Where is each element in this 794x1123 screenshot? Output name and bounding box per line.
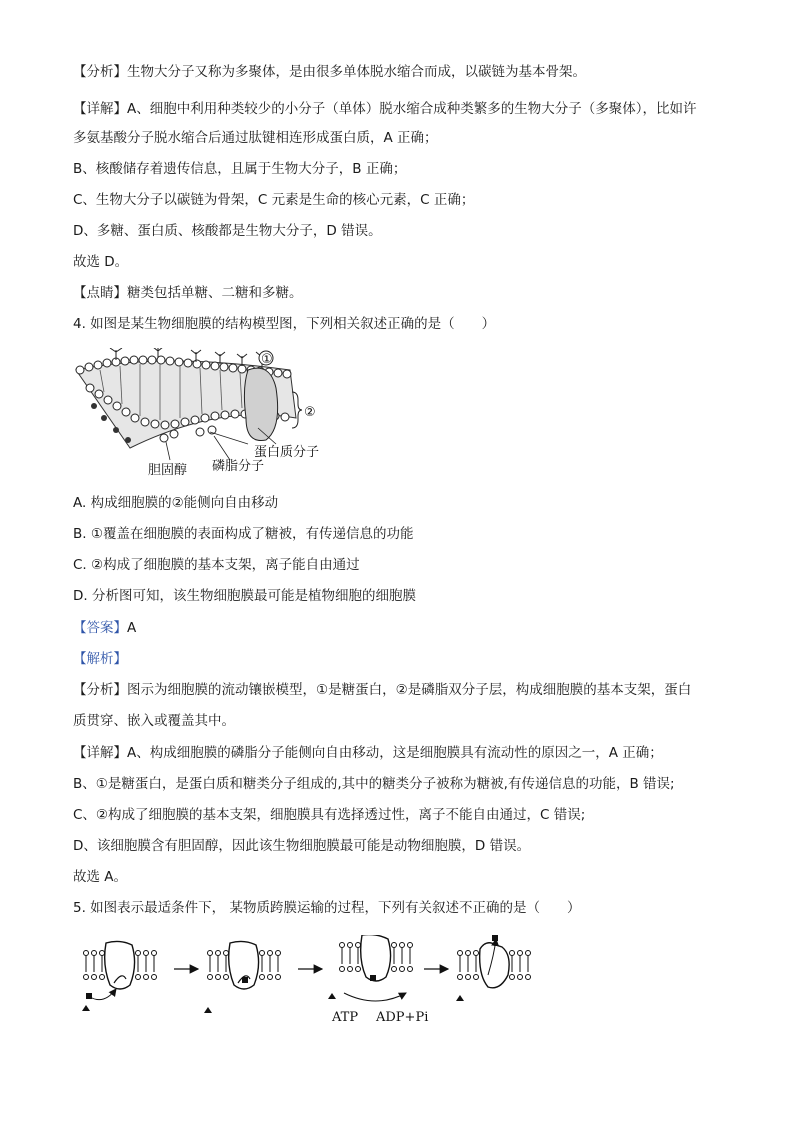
stage-4-substance <box>492 935 498 941</box>
q3-choose: 故选 D。 <box>73 254 129 270</box>
stage-1-triangle <box>82 1005 90 1011</box>
q4-detail-a: 【详解】A、构成细胞膜的磷脂分子能侧向自由移动，这是细胞膜具有流动性的原因之一，A 正确； <box>73 745 663 761</box>
stage-3 <box>340 935 413 1001</box>
stage-1 <box>84 941 157 999</box>
q3-detail-line2: 多氨基酸分子脱水缩合后通过肽键相连形成蛋白质，A 正确； <box>73 130 438 146</box>
q4-detail-b: B、①是糖蛋白，是蛋白质和糖类分子组成的,其中的糖类分子被称为糖被,有传递信息的功能，B 错误; <box>73 776 675 792</box>
q3-analysis: 【分析】生物大分子又称为多聚体，是由很多单体脱水缩合而成，以碳链为基本骨架。 <box>73 64 586 80</box>
stage-2-triangle <box>204 1007 212 1013</box>
q4-detail-c: C、②构成了细胞膜的基本支架，细胞膜具有选择透过性，离子不能自由通过，C 错误; <box>73 807 586 823</box>
mark-1-label: ① <box>261 352 273 367</box>
q4-stem: 4. 如图是某生物细胞膜的结构模型图，下列相关叙述正确的是（ ） <box>73 316 496 332</box>
q4-detail-d: D、该细胞膜含有胆固醇，因此该生物细胞膜最可能是动物细胞膜，D 错误。 <box>73 838 531 854</box>
q4-analysis-line2: 质贯穿、嵌入或覆盖其中。 <box>73 713 235 729</box>
adp-label: ADP+Pi <box>376 1010 429 1025</box>
q3-option-b-note: B、核酸储存着遗传信息，且属于生物大分子，B 正确； <box>73 161 407 177</box>
stage-1-substance <box>86 993 92 999</box>
stage-1-carrier <box>105 941 135 989</box>
q4-option-a: A. 构成细胞膜的②能侧向自由移动 <box>73 495 279 511</box>
q3-detail-line1: 【详解】A、细胞中利用种类较少的小分子（单体）脱水缩合成种类繁多的生物大分子（多聚体），比如许 <box>73 101 697 117</box>
stage-4-triangle <box>456 995 464 1001</box>
cholesterol-label: 胆固醇 <box>148 463 188 478</box>
mark-2-label: ② <box>304 405 316 420</box>
q4-option-c: C. ②构成了细胞膜的基本支架，离子能自由通过 <box>73 557 360 573</box>
answer-tag: 【答案】 <box>73 620 127 636</box>
atp-label: ATP <box>332 1010 359 1025</box>
stage-3-triangle <box>328 993 336 999</box>
q4-analysis-tag: 【解析】 <box>73 651 127 667</box>
stage-3-substance <box>370 975 376 981</box>
protein-label: 蛋白质分子 <box>254 445 320 460</box>
q4-option-d: D. 分析图可知，该生物细胞膜最可能是植物细胞的细胞膜 <box>73 588 416 604</box>
phospholipid-label: 磷脂分子 <box>212 459 265 474</box>
integral-protein <box>244 368 277 440</box>
membrane-model-figure <box>70 348 350 480</box>
q3-tip: 【点睛】糖类包括单糖、二糖和多糖。 <box>73 285 303 301</box>
answer-value: A <box>127 620 137 636</box>
q4-analysis-line1: 【分析】图示为细胞膜的流动镶嵌模型，①是糖蛋白，②是磷脂双分子层，构成细胞膜的基本支架，蛋白 <box>73 682 692 698</box>
active-transport-figure <box>76 935 536 1025</box>
q4-option-b: B. ①覆盖在细胞膜的表面构成了糖被，有传递信息的功能 <box>73 526 414 542</box>
q5-stem: 5. 如图表示最适条件下， 某物质跨膜运输的过程，下列有关叙述不正确的是（ ） <box>73 900 581 916</box>
q3-option-c-note: C、生物大分子以碳链为骨架，C 元素是生命的核心元素，C 正确； <box>73 192 475 208</box>
q3-option-d-note: D、多糖、蛋白质、核酸都是生物大分子，D 错误。 <box>73 223 382 239</box>
q4-answer <box>73 618 136 638</box>
stage-4 <box>458 939 531 988</box>
q4-choose: 故选 A。 <box>73 869 128 885</box>
stage-3-carrier <box>361 935 391 981</box>
stage-2-substance <box>242 977 248 983</box>
